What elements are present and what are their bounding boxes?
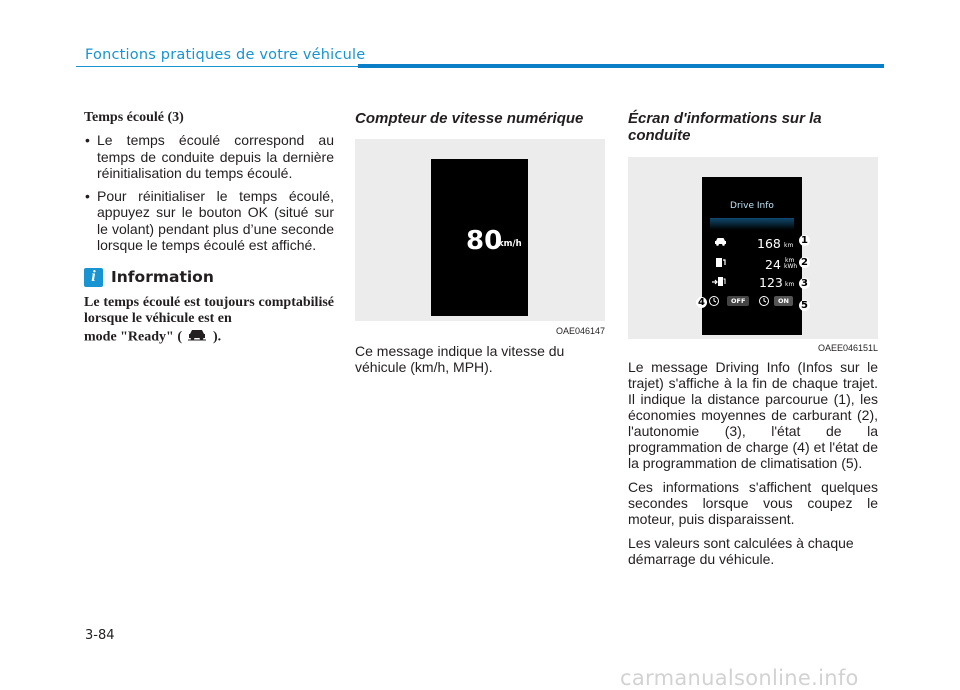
- middle-column: [355, 110, 605, 127]
- elapsed-time-bullets: [84, 132, 334, 254]
- drive-info-title: Écran d'informations sur la conduite: [628, 110, 822, 144]
- drive-info-heading: Drive Info: [730, 201, 774, 211]
- drive-info-paragraph: Les valeurs sont calculées à chaque démarrage du véhicule.: [628, 535, 854, 567]
- range-icon: [711, 276, 726, 290]
- digital-speedometer-title: Compteur de vitesse numérique: [355, 110, 584, 127]
- ready-text-before: mode "Ready" (: [84, 328, 182, 344]
- right-column: [628, 110, 878, 144]
- cluster-screen: [431, 159, 528, 316]
- range-unit: km: [785, 281, 795, 288]
- left-column: [84, 110, 334, 346]
- callout-3: 3: [799, 278, 810, 289]
- header-rule-thick: [358, 64, 884, 68]
- elapsed-time-heading: Temps écoulé (3): [84, 110, 184, 125]
- drive-info-paragraph: Ces informations s'affichent quelques secondes lorsque vous coupez le moteur, puis disparaissent.: [628, 479, 878, 527]
- speed-value: 80: [466, 226, 503, 256]
- charge-schedule-icon: [708, 295, 721, 310]
- header-rule-thin: [76, 66, 358, 67]
- info-icon: i: [84, 268, 103, 287]
- callout-4: 4: [696, 297, 707, 308]
- section-header: Fonctions pratiques de votre véhicule: [85, 47, 366, 63]
- speedometer-figure-caption: [355, 323, 605, 336]
- ready-car-icon: [187, 328, 207, 347]
- drive-info-paragraph: Le message Driving Info (Infos sur le trajet) s'affiche à la fin de chaque trajet. Il indique la distance parcourue (1), les économies moyennes de carburant (2), l'autonomie (3), l'état de la programmation de charge (4) et l'état de la programmation de climatisation (5).: [628, 359, 878, 471]
- charge-plug-icon: [715, 257, 726, 271]
- efficiency-unit-bottom: kWh: [784, 263, 798, 270]
- speed-unit: km/h: [498, 239, 522, 249]
- range-value: 123: [759, 275, 783, 290]
- information-title: Information: [111, 268, 214, 286]
- drive-info-figure-caption: [628, 340, 878, 353]
- distance-unit: km: [784, 242, 794, 249]
- information-header: [84, 268, 334, 287]
- drive-info-description: [628, 359, 878, 575]
- information-text-ready: [84, 328, 334, 347]
- speedometer-figure: [355, 139, 605, 321]
- car-distance-icon: [714, 236, 727, 250]
- bullet-item: • Pour réinitialiser le temps écoulé, appuyez sur le bouton OK (situé sur le volant) pendant plus d’une seconde lorsque le temps écoulé est affiché.: [84, 188, 334, 254]
- information-body: [84, 295, 334, 347]
- distance-value: 168: [757, 236, 781, 251]
- speedometer-description: [355, 343, 605, 383]
- charge-schedule-status: OFF: [727, 296, 749, 306]
- figure-code: OAEE046151L: [817, 343, 878, 353]
- watermark: carmanualsonline.info: [620, 666, 859, 690]
- speedometer-text: Ce message indique la vitesse du véhicule (km/h, MPH).: [355, 343, 565, 375]
- figure-code: OAE046147: [555, 326, 605, 336]
- callout-5: 5: [799, 300, 810, 311]
- drive-info-screen: [702, 177, 802, 335]
- callout-2: 2: [799, 257, 810, 268]
- callout-1: 1: [799, 235, 810, 246]
- efficiency-unit-top: km: [785, 257, 795, 264]
- information-text: Le temps écoulé est toujours comptabilisé lorsque le véhicule est en: [84, 294, 334, 326]
- drive-info-highlight: [710, 218, 794, 230]
- drive-info-figure: [628, 157, 878, 339]
- bullet-item: • Le temps écoulé correspond au temps de conduite depuis la dernière réinitialisation du temps écoulé.: [84, 132, 334, 182]
- page-number: 3-84: [85, 628, 115, 643]
- efficiency-value: 24: [765, 257, 781, 272]
- climate-schedule-status: ON: [774, 296, 793, 306]
- climate-schedule-icon: [758, 295, 771, 310]
- ready-text-after: ).: [212, 328, 222, 344]
